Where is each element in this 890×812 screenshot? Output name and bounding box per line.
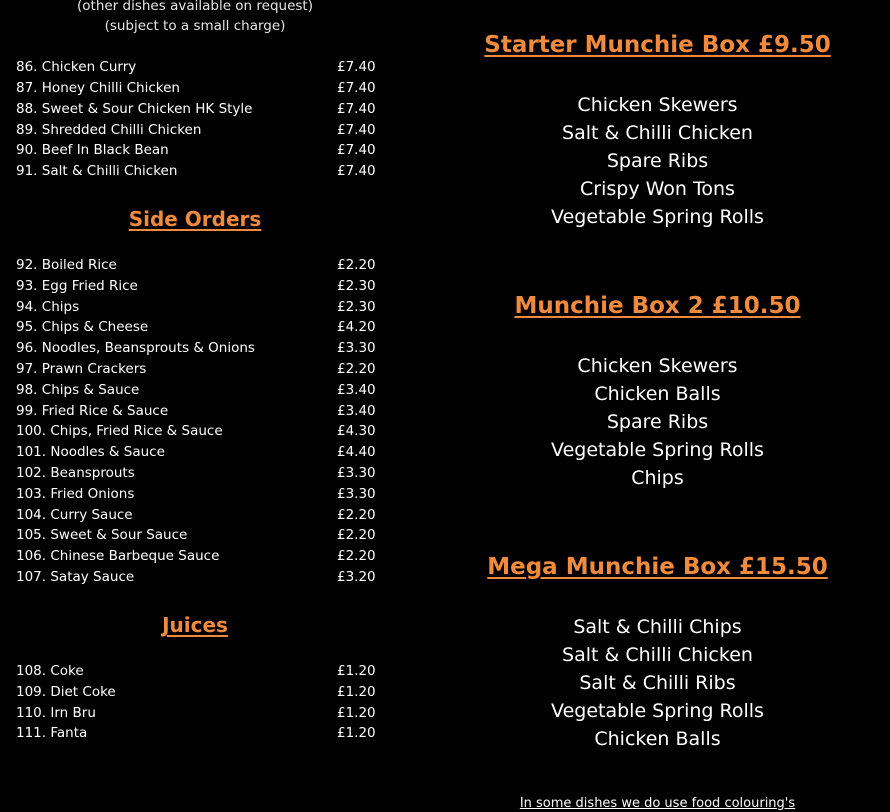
item-price: £2.20 (337, 527, 376, 543)
menu-item (16, 546, 396, 567)
other-dishes-note: (other dishes available on request) (77, 0, 313, 14)
item-name: Coke (50, 663, 84, 679)
item-price: £2.20 (337, 257, 376, 273)
menu-item (16, 161, 396, 182)
box-item: Vegetable Spring Rolls (551, 206, 764, 228)
item-number: 86. (16, 59, 38, 75)
menu-item (16, 567, 396, 588)
item-number: 97. (16, 361, 38, 377)
item-name: Chips & Cheese (41, 319, 149, 335)
item-name: Chips, Fried Rice & Sauce (50, 423, 223, 439)
box-item: Salt & Chilli Chicken (562, 122, 753, 144)
item-number: 110. (16, 705, 47, 721)
item-number: 91. (16, 163, 38, 179)
box-item: Chicken Skewers (577, 355, 738, 377)
item-price: £2.30 (337, 278, 376, 294)
item-number: 101. (16, 444, 47, 460)
food-colouring-note: In some dishes we do use food colouring's (519, 796, 796, 811)
item-name: Beef In Black Bean (41, 142, 169, 158)
item-number: 106. (16, 548, 47, 564)
menu-item (16, 661, 396, 682)
item-price: £3.40 (337, 403, 376, 419)
box-item: Salt & Chilli Ribs (579, 672, 736, 694)
box-item: Vegetable Spring Rolls (551, 439, 764, 461)
item-price: £7.40 (337, 142, 376, 158)
item-name: Fanta (50, 725, 88, 741)
item-name: Salt & Chilli Chicken (41, 163, 178, 179)
item-number: 108. (16, 663, 47, 679)
item-name: Diet Coke (50, 684, 116, 700)
starter-munchie-box-title: Starter Munchie Box £9.50 (484, 32, 831, 58)
munchie-box-2-title: Munchie Box 2 £10.50 (514, 293, 801, 319)
item-price: £3.30 (337, 486, 376, 502)
item-price: £3.30 (337, 340, 376, 356)
item-number: 89. (16, 122, 38, 138)
juices-heading: Juices (162, 613, 228, 637)
item-price: £4.20 (337, 319, 376, 335)
item-name: Sweet & Sour Sauce (50, 527, 188, 543)
item-name: Chips (41, 299, 80, 315)
item-name: Honey Chilli Chicken (41, 80, 180, 96)
item-number: 90. (16, 142, 38, 158)
item-price: £7.40 (337, 122, 376, 138)
item-name: Fried Rice & Sauce (41, 403, 169, 419)
item-name: Irn Bru (50, 705, 96, 721)
menu-item (16, 505, 396, 526)
item-name: Chicken Curry (41, 59, 137, 75)
item-price: £7.40 (337, 59, 376, 75)
menu-item (16, 442, 396, 463)
item-price: £4.30 (337, 423, 376, 439)
item-price: £1.20 (337, 663, 376, 679)
item-number: 111. (16, 725, 47, 741)
menu-item (16, 255, 396, 276)
menu-item (16, 78, 396, 99)
box-item: Spare Ribs (606, 411, 709, 433)
item-price: £1.20 (337, 725, 376, 741)
menu-item (16, 317, 396, 338)
box-item: Chips (631, 467, 684, 489)
item-name: Egg Fried Rice (41, 278, 138, 294)
box-item: Salt & Chilli Chips (573, 616, 742, 638)
item-number: 94. (16, 299, 38, 315)
box-item: Chicken Skewers (577, 94, 738, 116)
box-item: Vegetable Spring Rolls (551, 700, 764, 722)
item-name: Satay Sauce (50, 569, 135, 585)
menu-item (16, 703, 396, 724)
menu-item (16, 421, 396, 442)
menu-item (16, 484, 396, 505)
menu-item (16, 140, 396, 161)
item-name: Noodles & Sauce (50, 444, 165, 460)
menu-item (16, 525, 396, 546)
item-number: 96. (16, 340, 38, 356)
item-name: Sweet & Sour Chicken HK Style (41, 101, 253, 117)
item-number: 103. (16, 486, 47, 502)
item-name: Fried Onions (50, 486, 135, 502)
menu-item (16, 359, 396, 380)
item-name: Prawn Crackers (41, 361, 147, 377)
menu-item (16, 99, 396, 120)
item-price: £3.30 (337, 465, 376, 481)
item-number: 87. (16, 80, 38, 96)
mega-munchie-box-title: Mega Munchie Box £15.50 (487, 554, 828, 580)
item-number: 109. (16, 684, 47, 700)
item-number: 102. (16, 465, 47, 481)
menu-item (16, 297, 396, 318)
menu-item (16, 380, 396, 401)
item-price: £2.20 (337, 548, 376, 564)
box-item: Chicken Balls (594, 383, 721, 405)
menu-item (16, 120, 396, 141)
item-name: Chinese Barbeque Sauce (50, 548, 220, 564)
item-price: £3.20 (337, 569, 376, 585)
menu-item (16, 463, 396, 484)
item-number: 95. (16, 319, 38, 335)
item-price: £2.20 (337, 507, 376, 523)
item-name: Curry Sauce (50, 507, 133, 523)
item-price: £2.30 (337, 299, 376, 315)
item-price: £7.40 (337, 163, 376, 179)
item-price: £1.20 (337, 705, 376, 721)
box-item: Crispy Won Tons (580, 178, 735, 200)
item-price: £7.40 (337, 80, 376, 96)
item-price: £7.40 (337, 101, 376, 117)
item-price: £4.40 (337, 444, 376, 460)
box-item: Salt & Chilli Chicken (562, 644, 753, 666)
box-item: Spare Ribs (606, 150, 709, 172)
item-number: 98. (16, 382, 38, 398)
item-price: £3.40 (337, 382, 376, 398)
item-price: £1.20 (337, 684, 376, 700)
item-number: 104. (16, 507, 47, 523)
menu-item (16, 338, 396, 359)
item-name: Noodles, Beansprouts & Onions (41, 340, 255, 356)
menu-item (16, 276, 396, 297)
menu-item (16, 682, 396, 703)
item-number: 100. (16, 423, 47, 439)
box-item: Chicken Balls (594, 728, 721, 750)
item-number: 88. (16, 101, 38, 117)
item-number: 93. (16, 278, 38, 294)
item-number: 105. (16, 527, 47, 543)
menu-item (16, 723, 396, 744)
item-number: 99. (16, 403, 38, 419)
menu-item (16, 401, 396, 422)
item-number: 92. (16, 257, 38, 273)
item-price: £2.20 (337, 361, 376, 377)
item-name: Shredded Chilli Chicken (41, 122, 202, 138)
menu-item (16, 57, 396, 78)
small-charge-note: (subject to a small charge) (104, 18, 286, 34)
side-orders-heading: Side Orders (128, 207, 262, 231)
item-name: Chips & Sauce (41, 382, 140, 398)
item-name: Boiled Rice (41, 257, 117, 273)
item-name: Beansprouts (50, 465, 135, 481)
item-number: 107. (16, 569, 47, 585)
